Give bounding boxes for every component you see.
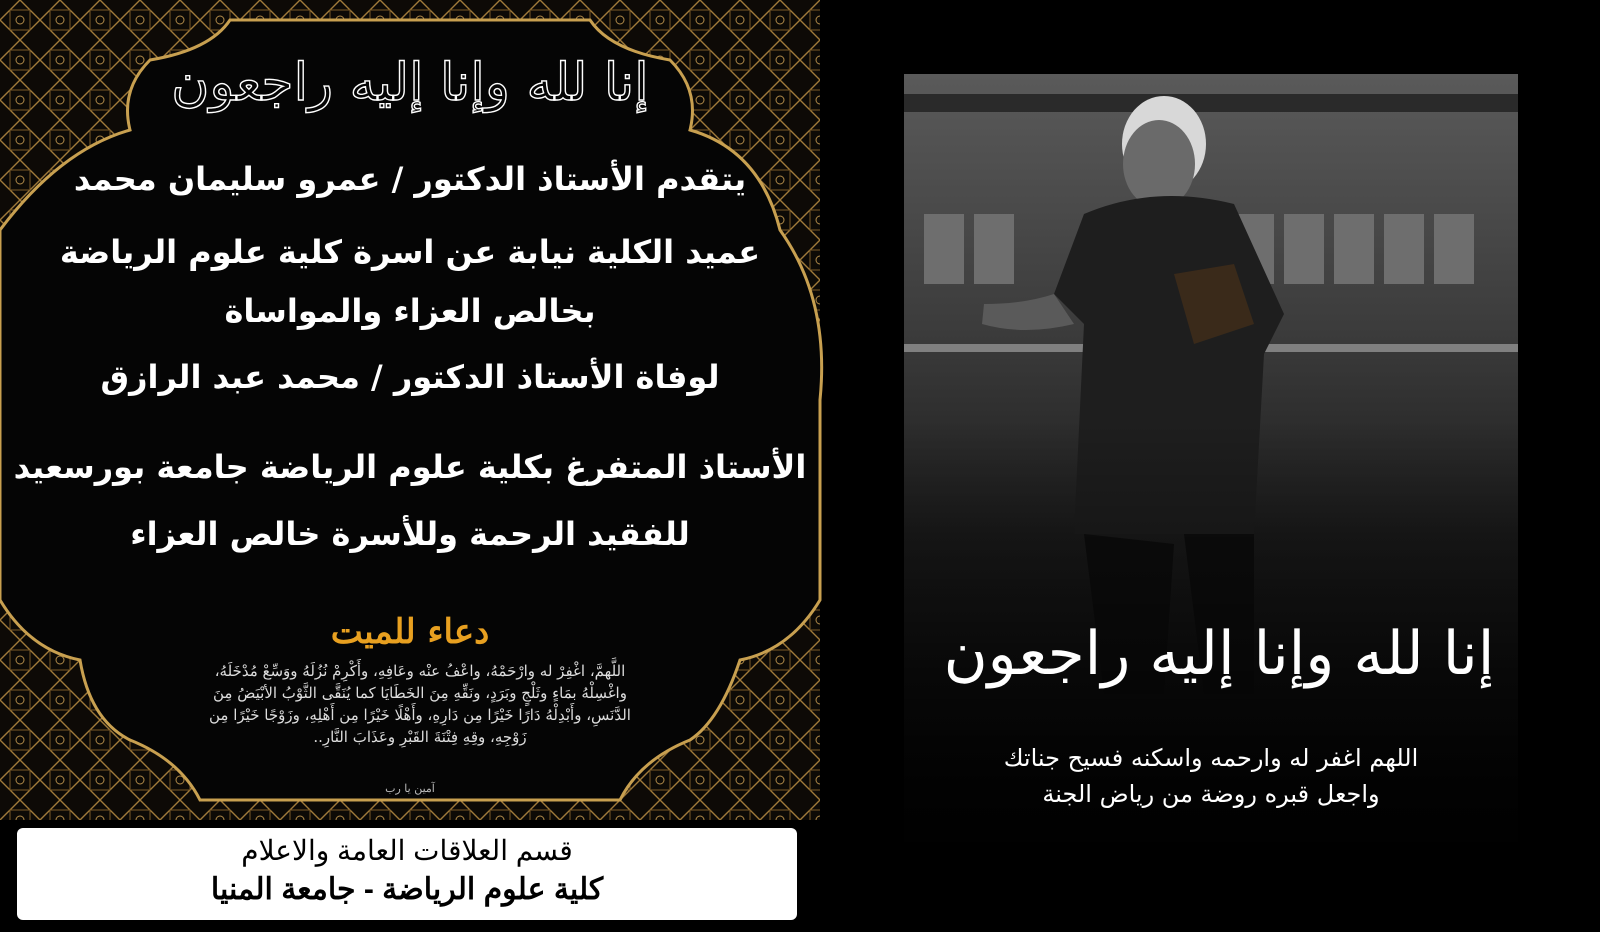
footer-department: قسم العلاقات العامة والاعلام bbox=[241, 835, 573, 866]
header-calligraphy-text: إنا لله وإنا إليه راجعون bbox=[171, 53, 649, 113]
condolence-card bbox=[0, 0, 820, 820]
line-dean-name: يتقدم الأستاذ الدكتور / عمرو سليمان محمد bbox=[73, 160, 747, 198]
line-on-behalf: عميد الكلية نيابة عن اسرة كلية علوم الرياضة bbox=[59, 233, 761, 271]
right-calligraphy-text: إنا لله وإنا إليه راجعون bbox=[943, 619, 1495, 689]
prayer-line-2: واجعل قبره روضة من رياض الجنة bbox=[1042, 780, 1380, 808]
line-deceased: لوفاة الأستاذ الدكتور / محمد عبد الرازق bbox=[100, 358, 720, 396]
footer-faculty: كلية علوم الرياضة - جامعة المنيا bbox=[210, 873, 604, 906]
prayer-line-1: اللهم اغفر له وارحمه واسكنه فسيح جناتك bbox=[1003, 744, 1419, 772]
line-deceased-title: الأستاذ المتفرغ بكلية علوم الرياضة جامعة بورسعيد bbox=[13, 448, 807, 486]
dua-text: اللَّهمَّ، اغْفِرْ له وارْحَمْهُ، واعْفُ عنْه وعَافِهِ، وأَكْرِمْ نُزُلَهُ ووَسِّعْ مُدْخَلَهُ، واغْسِلْهُ بمَاءٍ وثَلْجٍ وبَرَدٍ، ونَقِّهِ مِنَ الخَطَايَا كما يُنَقَّى الثَّوْبُ الأبْيَضُ مِنَ الدَّنَسِ، وأَبْدِلْهُ دَارًا خَيْرًا مِن دَارِهِ، وأَهْلًا خَيْرًا مِن أَهْلِهِ، وزَوْجًا خَيْرًا مِن زَوْجِهِ، وقِهِ فِتْنَةَ القَبْرِ وعَذَابَ النَّارِ.. bbox=[209, 662, 631, 746]
calligraphy-white bbox=[943, 554, 1495, 744]
memorial-photo-card bbox=[904, 74, 1518, 842]
amen-text: آمين يا رب bbox=[385, 782, 435, 795]
line-condolences: بخالص العزاء والمواساة bbox=[224, 292, 596, 330]
header-calligraphy bbox=[171, 20, 649, 140]
footer-box bbox=[17, 828, 797, 920]
line-mercy: للفقيد الرحمة وللأسرة خالص العزاء bbox=[130, 515, 690, 553]
dua-title: دعاء للميت bbox=[330, 612, 490, 652]
